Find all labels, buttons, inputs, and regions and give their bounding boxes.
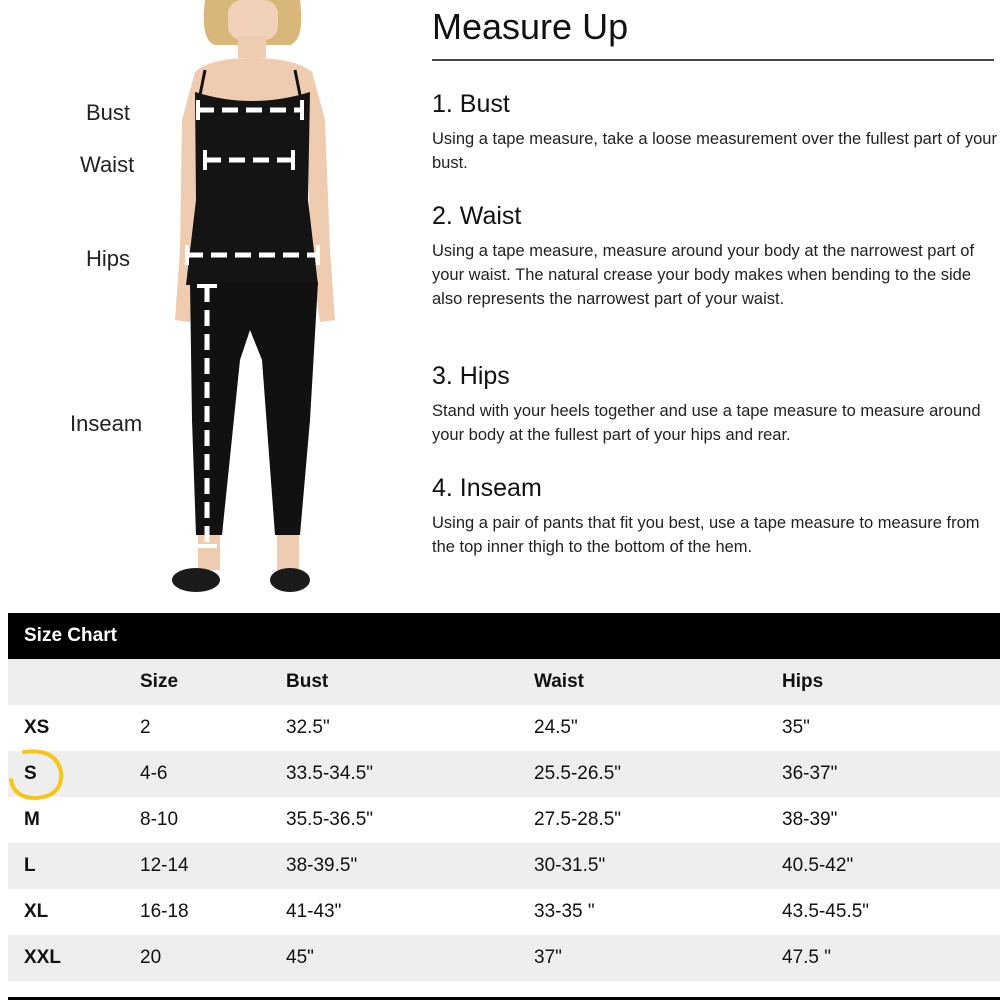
cell-size: 12-14 — [140, 855, 189, 876]
measure-up-title: Measure Up — [432, 6, 629, 47]
cell-size-code: XS — [24, 717, 50, 738]
cell-bust: 41-43" — [286, 901, 342, 922]
cell-hips: 43.5-45.5" — [782, 901, 870, 922]
step-hips — [432, 362, 997, 447]
cell-waist: 24.5" — [534, 717, 578, 738]
cell-size-code: S — [24, 763, 37, 784]
cell-bust: 35.5-36.5" — [286, 809, 374, 830]
hips-label: Hips — [86, 246, 131, 271]
table-header-row — [8, 659, 1000, 705]
table-row — [8, 705, 1000, 751]
measure-up-section — [432, 0, 1000, 600]
step-bust — [432, 90, 997, 175]
cell-waist: 25.5-26.5" — [534, 763, 622, 784]
table-row — [8, 751, 1000, 797]
step-title: 3. Hips — [432, 362, 510, 390]
size-chart — [8, 613, 1000, 1000]
step-title: 2. Waist — [432, 202, 522, 230]
waist-label: Waist — [80, 152, 135, 177]
cell-waist: 27.5-28.5" — [534, 809, 622, 830]
header-cell: Bust — [286, 671, 329, 692]
step-text: Stand with your heels together and use a tape measure to measure around your body at the fullest part of your hips and rear. — [432, 402, 981, 444]
highlight-circle-mark — [6, 746, 66, 802]
inseam-label: Inseam — [70, 411, 143, 436]
cell-bust: 32.5" — [286, 717, 330, 738]
title-divider — [432, 59, 994, 61]
bust-label: Bust — [86, 100, 131, 125]
cell-hips: 36-37" — [782, 763, 838, 784]
size-chart-title: Size Chart — [8, 613, 1000, 659]
step-inseam — [432, 474, 997, 559]
header-cell: Size — [140, 671, 179, 692]
cell-size: 16-18 — [140, 901, 189, 922]
step-title: 1. Bust — [432, 90, 510, 118]
cell-hips: 38-39" — [782, 809, 838, 830]
cell-waist: 30-31.5" — [534, 855, 606, 876]
header-cell: Waist — [534, 671, 584, 692]
cell-bust: 45" — [286, 947, 314, 968]
cell-size: 2 — [140, 717, 151, 738]
cell-size-code: L — [24, 855, 36, 876]
step-waist — [432, 202, 997, 311]
table-row — [8, 843, 1000, 889]
table-row — [8, 797, 1000, 843]
cell-waist: 33-35 " — [534, 901, 595, 922]
cell-size: 20 — [140, 947, 162, 968]
cell-size: 4-6 — [140, 763, 168, 784]
cell-size: 8-10 — [140, 809, 179, 830]
cell-size-code: XXL — [24, 947, 61, 968]
cell-hips: 47.5 " — [782, 947, 832, 968]
cell-size-code: M — [24, 809, 40, 830]
model-figure — [0, 0, 420, 600]
step-text: Using a tape measure, measure around your body at the narrowest part of your waist. The natural crease your body makes when bending to the side also represents the narrowest part of your waist. — [432, 242, 975, 308]
step-text: Using a pair of pants that fit you best, use a tape measure to measure from the top inner thigh to the bottom of the hem. — [432, 514, 980, 556]
cell-waist: 37" — [534, 947, 562, 968]
model-illustration — [0, 0, 420, 600]
cell-size-code: XL — [24, 901, 49, 922]
table-row — [8, 935, 1000, 981]
header-cell: Hips — [782, 671, 824, 692]
cell-hips: 35" — [782, 717, 810, 738]
table-row — [8, 889, 1000, 935]
cell-bust: 38-39.5" — [286, 855, 358, 876]
step-title: 4. Inseam — [432, 474, 542, 502]
cell-hips: 40.5-42" — [782, 855, 854, 876]
cell-bust: 33.5-34.5" — [286, 763, 374, 784]
step-text: Using a tape measure, take a loose measurement over the fullest part of your bust. — [432, 130, 997, 172]
